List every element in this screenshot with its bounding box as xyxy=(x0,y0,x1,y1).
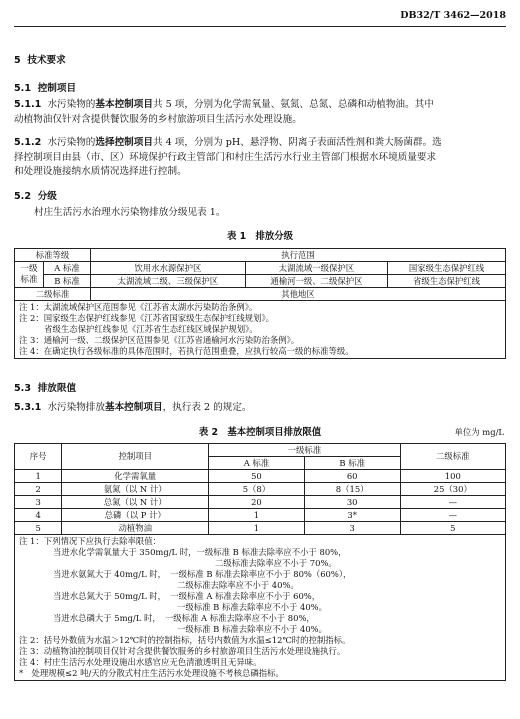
header-cell: 二级标准 xyxy=(400,444,505,470)
note-line: 二级标准去除率应不小于 70%。 xyxy=(215,558,337,568)
note-line: 注 2：国家级生态保护红线参见《江苏省国家级生态保护红线规划》。 xyxy=(19,313,275,323)
table-1-caption: 表 1 排放分级 xyxy=(226,231,294,242)
table-cell: 省级生态保护红线 xyxy=(388,275,506,288)
section-5-1-heading xyxy=(14,80,76,94)
clause-number: 5.1.2 xyxy=(14,137,42,148)
section-number: 5.3 xyxy=(14,383,31,394)
section-number: 5 xyxy=(14,55,21,66)
table-2-caption: 表 2 基本控制项目排放限值 xyxy=(198,427,322,438)
note-line: 注 3：通榆河一级、二级保护区范围参见《江苏省通榆河水污染防治条例》。 xyxy=(19,335,300,345)
table-cell: 饮用水水源保护区 xyxy=(91,262,246,275)
section-title: 排放限值 xyxy=(37,383,77,394)
note-line: 当进水总磷大于 5mg/L 时， 一级标准 A 标准去除率应不小于 80%， xyxy=(53,613,315,623)
table-cell: 太湖流域二级、三级保护区 xyxy=(91,275,246,288)
table-notes-row xyxy=(15,301,506,359)
note-line: 注 3：动植物油控制项目仅针对含提供餐饮服务的乡村旅游项目生活污水处理设施执行。 xyxy=(19,646,346,656)
table-row xyxy=(15,288,506,301)
table-cell: 通榆河一级、二级保护区 xyxy=(245,275,387,288)
table-2-unit: 单位为 mg/L xyxy=(454,427,504,437)
section-title: 分级 xyxy=(37,191,57,202)
row-label: B 标准 xyxy=(44,275,91,288)
note-line: 注 4：在确定执行各级标准的具体范围时，若执行范围重叠，应执行较高一级的标准等级。 xyxy=(19,346,354,356)
header-rule xyxy=(14,26,506,27)
note-line: 当进水化学需氧量大于 350mg/L 时，一级标准 B 标准去除率应不小于 80%， xyxy=(53,547,347,557)
note-line: 注 1：太湖流域保护区范围参见《江苏省太湖水污染防治条例》。 xyxy=(19,302,258,312)
header-cell: 序号 xyxy=(15,444,62,470)
table-row: 1 化学需氧量 50 60 100 xyxy=(15,470,506,483)
paragraph-5-1-2: 5.1.2 水污染物的选择控制项目共 4 项，分别为 pH、悬浮物、阴离子表面活性剂和粪大肠菌群。选 择控制项目由县（市、区）环境保护行政主管部门和村庄生活污水行业主管部门根据水环境质量要求 和处理设施接纳水质情况选择进行控制。 xyxy=(14,137,442,177)
section-number: 5.2 xyxy=(14,191,31,202)
table-cell: 其他地区 xyxy=(91,288,506,301)
paragraph-5-2: 村庄生活污水治理水污染物排放分级见表 1。 xyxy=(34,207,226,218)
standard-code: DB32/T 3462—2018 xyxy=(400,10,506,21)
table-1 xyxy=(14,248,506,359)
table-row xyxy=(15,444,506,457)
row-label: 二级标准 xyxy=(15,288,91,301)
table-row: 5 动植物油 1 3 5 xyxy=(15,522,506,535)
section-5-3-heading xyxy=(14,380,76,394)
note-line: 一级标准 B 标准去除率应不小于 40%。 xyxy=(177,624,328,634)
table-row xyxy=(15,275,506,288)
note-line: * 处理规模≤2 吨/天的分散式村庄生活污水处理设施不考核总磷指标。 xyxy=(19,668,284,678)
note-line: 一级标准 B 标准去除率应不小于 40%。 xyxy=(177,602,328,612)
header-cell: B 标准 xyxy=(304,457,400,470)
section-number: 5.1 xyxy=(14,83,31,94)
table-row xyxy=(15,262,506,275)
table-row: 2 氨氮（以 N 计） 5（8） 8（15） 25（30） xyxy=(15,483,506,496)
note-line: 注 1：下列情况下应执行去除率限值： xyxy=(19,536,161,546)
row-label: A 标准 xyxy=(44,262,91,275)
paragraph-5-3-1: 5.3.1 水污染物排放基本控制项目，执行表 2 的规定。 xyxy=(14,402,252,413)
table-cell: 太湖流域一级保护区 xyxy=(245,262,387,275)
note-line: 注 4：村庄生活污水处理设施出水感官应无色清澈透明且无异味。 xyxy=(19,657,262,667)
paragraph-5-1-1: 5.1.1 水污染物的基本控制项目共 5 项，分别为化学需氧量、氨氮、总氮、总磷和动植物油。其中 动植物油仅针对含提供餐饮服务的乡村旅游项目生活污水处理设施。 xyxy=(14,99,434,125)
clause-number: 5.3.1 xyxy=(14,402,42,413)
header-cell: 标准等级 xyxy=(15,249,91,262)
note-line: 当进水总氮大于 50mg/L 时， 一级标准 A 标准去除率应不小于 60%， xyxy=(53,591,321,601)
table-cell: 国家级生态保护红线 xyxy=(388,262,506,275)
table-row: 3 总氮（以 N 计） 20 30 — xyxy=(15,496,506,509)
section-5-2-heading xyxy=(14,188,57,202)
section-title: 控制项目 xyxy=(37,83,77,94)
header-cell: 控制项目 xyxy=(62,444,209,470)
header-cell: 一级标准 xyxy=(209,444,400,457)
section-title: 技术要求 xyxy=(27,55,66,66)
table-row xyxy=(15,249,506,262)
table-notes-row xyxy=(15,535,506,681)
table-2 xyxy=(14,443,506,681)
note-line: 省级生态保护红线参见《江苏省生态红线区域保护规划》。 xyxy=(19,324,258,334)
level-1-cell: 一级标准 xyxy=(15,262,44,288)
header-cell: 执行范围 xyxy=(91,249,506,262)
note-line: 注 2：括号外数值为水温＞12℃时的控制指标，括号内数值为水温≤12℃时的控制指标。 xyxy=(19,635,351,645)
note-line: 二级标准去除率应不小于 40%。 xyxy=(177,580,299,590)
note-line: 当进水氨氮大于 40mg/L 时， 一级标准 B 标准去除率应不小于 80%（60%）， xyxy=(53,569,352,579)
clause-number: 5.1.1 xyxy=(14,99,42,110)
header-cell: A 标准 xyxy=(209,457,305,470)
section-5-heading xyxy=(14,52,66,66)
table-row: 4 总磷（以 P 计） 1 3* — xyxy=(15,509,506,522)
